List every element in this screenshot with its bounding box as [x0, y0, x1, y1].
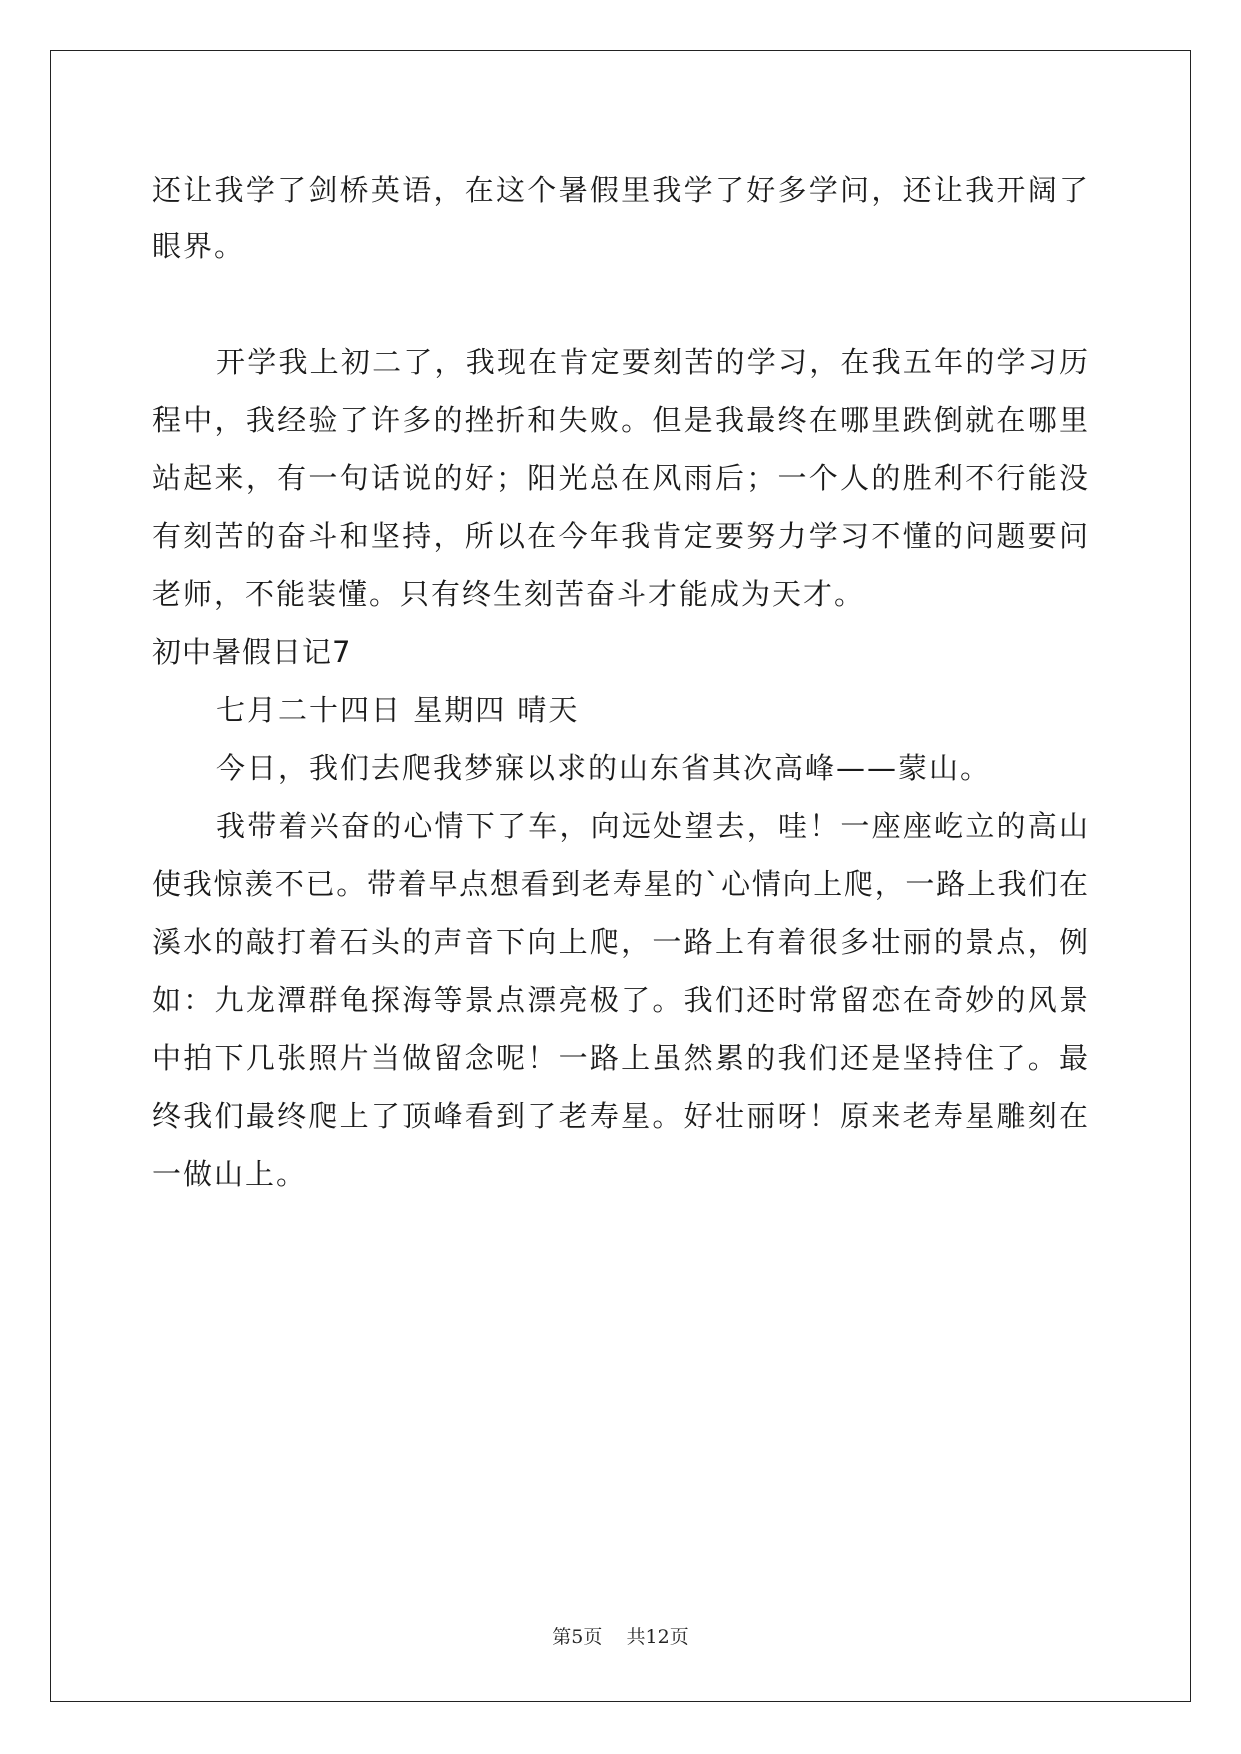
paragraph-line: 我带着兴奋的心情下了车，向远处望去，哇！一座座屹立的高山: [216, 809, 1088, 843]
paragraph-line: 站起来，有一句话说的好；阳光总在风雨后；一个人的胜利不行能没: [152, 461, 1088, 495]
date-line: 七月二十四日 星期四 晴天: [216, 693, 580, 727]
paragraph-line: 程中，我经验了许多的挫折和失败。但是我最终在哪里跌倒就在哪里: [152, 403, 1088, 437]
paragraph-line: 有刻苦的奋斗和坚持，所以在今年我肯定要努力学习不懂的问题要问: [152, 519, 1088, 553]
paragraph-line: 今日，我们去爬我梦寐以求的山东省其次高峰——蒙山。: [216, 751, 992, 785]
page-number-footer: 第5页 共12页: [552, 1626, 689, 1648]
paragraph-line: 眼界。: [152, 229, 246, 263]
paragraph-line: 还让我学了剑桥英语，在这个暑假里我学了好多学问，还让我开阔了: [152, 173, 1088, 207]
section-heading: 初中暑假日记7: [152, 635, 352, 669]
paragraph-line: 终我们最终爬上了顶峰看到了老寿星。好壮丽呀！原来老寿星雕刻在: [152, 1099, 1088, 1133]
paragraph-line: 溪水的敲打着石头的声音下向上爬，一路上有着很多壮丽的景点，例: [152, 925, 1088, 959]
paragraph-line: 开学我上初二了，我现在肯定要刻苦的学习，在我五年的学习历: [216, 345, 1088, 379]
paragraph-line: 使我惊羡不已。带着早点想看到老寿星的`心情向上爬，一路上我们在: [152, 867, 1088, 901]
paragraph-line: 老师，不能装懂。只有终生刻苦奋斗才能成为天才。: [152, 577, 866, 611]
paragraph-line: 一做山上。: [152, 1157, 308, 1191]
paragraph-line: 如：九龙潭群龟探海等景点漂亮极了。我们还时常留恋在奇妙的风景: [152, 983, 1088, 1017]
paragraph-line: 中拍下几张照片当做留念呢！一路上虽然累的我们还是坚持住了。最: [152, 1041, 1088, 1075]
